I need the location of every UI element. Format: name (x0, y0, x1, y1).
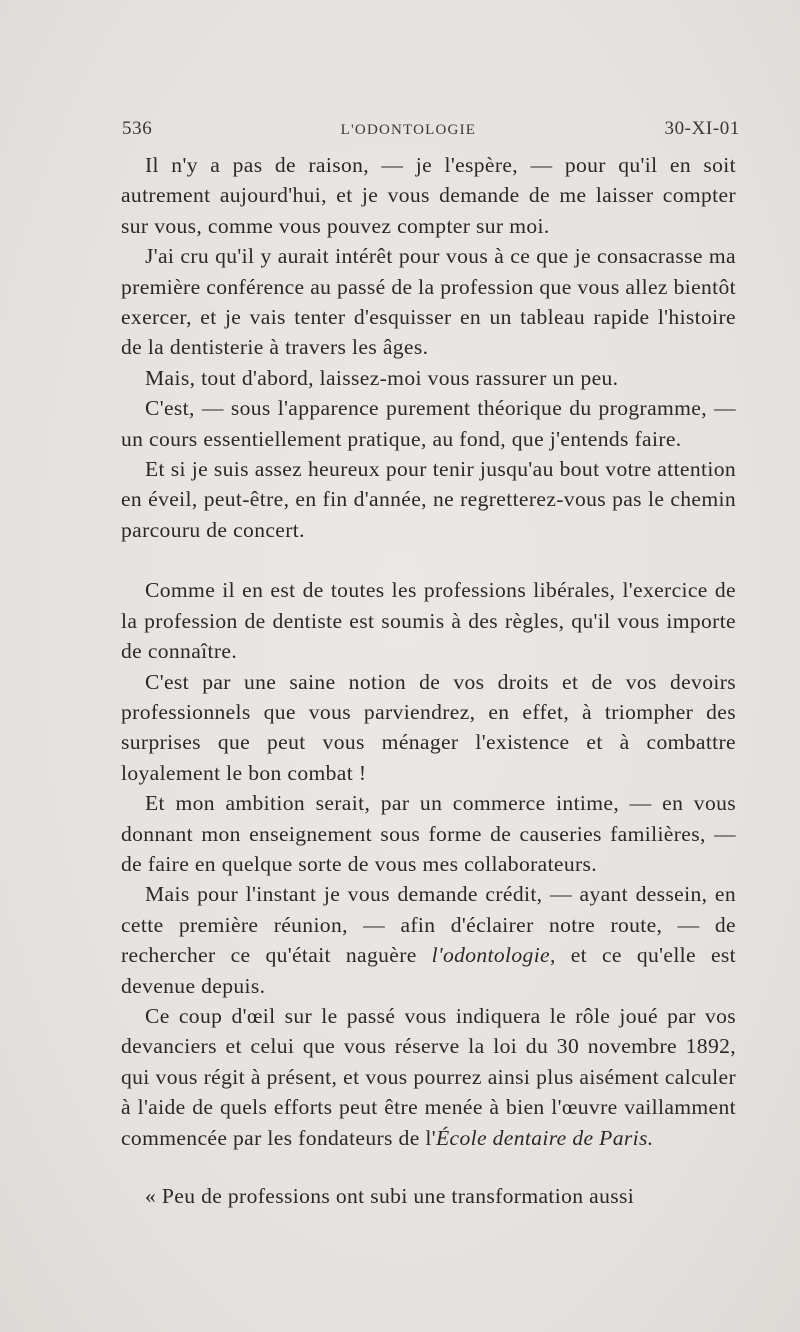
paragraph: Et mon ambition serait, par un commerce intime, — en vous donnant mon enseignement sous forme de causeries familières, — de faire en quelque sorte de vous mes collaborateurs. (121, 791, 736, 876)
paragraph: J'ai cru qu'il y aurait intérêt pour vous à ce que je consacrasse ma première conférence au passé de la profession que vous allez bientôt exercer, et je vais tenter d'esquisser en un tableau rapide l'histoire de la dentisterie à travers les âges. (121, 244, 736, 360)
text-run: et ce qu'elle est devenue depuis. (121, 943, 736, 998)
text-run: Ce coup d'œil sur le passé vous indiquera le rôle joué par vos devanciers et celui que vous réserve la loi du 30 novembre 1892, qui vous régit à présent, et vous pourrez ainsi plus aisément calculer à l'aide de quels efforts peut être menée à bien l'œuvre vaillamment commencée par les fondateurs de l' (121, 1003, 736, 1150)
issue-date: 30-XI-01 (664, 118, 740, 139)
paragraph: C'est, — sous l'apparence purement théorique du programme, — un cours essentiellement pratique, au fond, que j'entends faire. (121, 396, 736, 451)
paragraph: Et si je suis assez heureux pour tenir jusqu'au bout votre attention en éveil, peut-être, en fin d'année, ne regretterez-vous pas le chemin parcouru de concert. (121, 457, 736, 542)
italic-text: l'odontologie, (431, 943, 556, 968)
page-number: 536 (122, 118, 153, 139)
running-head (122, 118, 740, 140)
text-run: Mais pour l'instant je vous demande crédit, — ayant dessein, en cette première réunion, — afin d'éclairer notre route, — de rechercher ce qu'était naguère (121, 882, 736, 968)
body-text (121, 150, 736, 1211)
paragraph: C'est par une saine notion de vos droits et de vos devoirs professionnels que vous parviendrez, en effet, à triompher des surprises que peut vous ménager l'existence et à combattre loyalement le bon combat ! (121, 669, 736, 785)
paragraph: Mais, tout d'abord, laissez-moi vous rassurer un peu. (145, 365, 619, 390)
journal-title: L'ODONTOLOGIE (340, 122, 477, 138)
italic-text: École dentaire de Paris. (435, 1125, 654, 1150)
paragraph (121, 1001, 736, 1153)
paragraph (121, 879, 736, 1001)
paragraph: Comme il en est de toutes les professions libérales, l'exercice de la profession de dentiste est soumis à des règles, qu'il vous importe de connaître. (121, 578, 736, 664)
paragraph: Il n'y a pas de raison, — je l'espère, — pour qu'il en soit autrement aujourd'hui, et je vous demande de me laisser compter sur vous, comme vous pouvez compter sur moi. (121, 153, 736, 238)
paragraph: « Peu de professions ont subi une transformation aussi (145, 1184, 635, 1208)
